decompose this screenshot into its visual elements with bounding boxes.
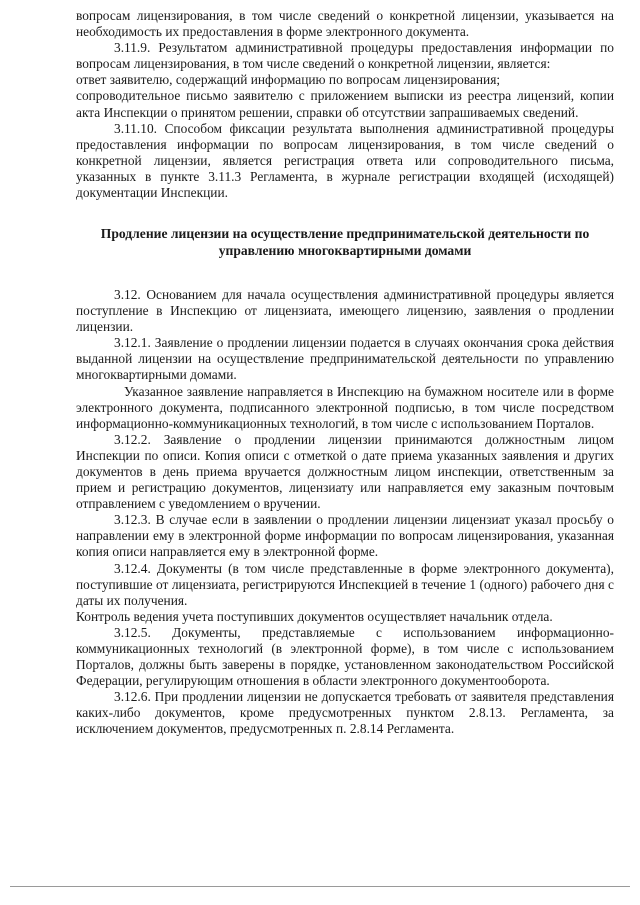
paragraph-continuation: вопросам лицензирования, в том числе сведений о конкретной лицензии, указывается на необходимость их предоставления в форме электронного документа.: [76, 8, 614, 40]
paragraph-application-submission: Указанное заявление направляется в Инспекцию на бумажном носителе или в форме электронного документа, подписанного электронной подписью, в том числе посредством информационно-коммуникационных технологий, в том числе с использованием Порталов.: [76, 383, 614, 431]
paragraph-3-12-1: 3.12.1. Заявление о продлении лицензии подается в случаях окончания срока действия выданной лицензии на осуществление предпринимательской деятельности по управлению многоквартирными домами.: [76, 335, 614, 383]
paragraph-3-11-10: 3.11.10. Способом фиксации результата выполнения административной процедуры предоставления информации по вопросам лицензирования, в том числе сведений о конкретной лицензии, является регистрация ответа или сопроводительного письма, указанных в пункте 3.11.3 Регламента, в журнале регистрации входящей (исходящей) документации Инспекции.: [76, 120, 614, 201]
paragraph-3-12-6: 3.12.6. При продлении лицензии не допускается требовать от заявителя представления каких-либо документов, кроме предусмотренных пунктом 2.8.13. Регламента, за исключением документов, предусмотренных п. 2.8.14 Регламента.: [76, 689, 614, 737]
paragraph-3-11-9: 3.11.9. Результатом административной процедуры предоставления информации по вопросам лицензирования, в том числе сведений о конкретной лицензии, является:: [76, 40, 614, 72]
paragraph-list-item-answer: ответ заявителю, содержащий информацию по вопросам лицензирования;: [76, 72, 501, 88]
paragraph-3-12-2: 3.12.2. Заявление о продлении лицензии принимаются должностным лицом Инспекции по описи. Копия описи с отметкой о дате приема указанных заявления и других документов в день приема вручается должностным лицом инспекции, ответственным за прием и регистрацию документов, лицензиату или направляется ему заказным почтовым отправлением с уведомлением о вручении.: [76, 431, 614, 512]
section-heading: Продление лицензии на осуществление предпринимательской деятельности по управлению многоквартирными домами: [100, 226, 590, 258]
paragraph-control: Контроль ведения учета поступивших документов осуществляет начальник отдела.: [76, 608, 553, 624]
paragraph-3-12: 3.12. Основанием для начала осуществления административной процедуры является поступление в Инспекцию от лицензиата, имеющего лицензию, заявления о продлении лицензии.: [76, 286, 614, 335]
paragraph-3-12-4: 3.12.4. Документы (в том числе представленные в форме электронного документа), поступившие от лицензиата, регистрируются Инспекцией в течение 1 (одного) рабочего дня с даты их получения.: [76, 560, 614, 608]
paragraph-3-12-3: 3.12.3. В случае если в заявлении о продлении лицензии лицензиат указал просьбу о направлении ему в электронной форме информации по вопросам лицензирования, указанная копия описи направляется ему в электронной форме.: [76, 512, 614, 560]
paragraph-3-12-5: 3.12.5. Документы, представляемые с использованием информационно-коммуникационных технологий (в электронной форме), в том числе с использованием Порталов, должны быть заверены в порядке, установленном законодательством Российской Федерации, регулирующим отношения в области электронного документооборота.: [76, 624, 614, 689]
bottom-divider: [10, 886, 630, 887]
paragraph-list-item-letter: сопроводительное письмо заявителю с приложением выписки из реестра лицензий, копии акта Инспекции о принятом решении, справки об отсутствии запрашиваемых сведений.: [76, 88, 614, 120]
